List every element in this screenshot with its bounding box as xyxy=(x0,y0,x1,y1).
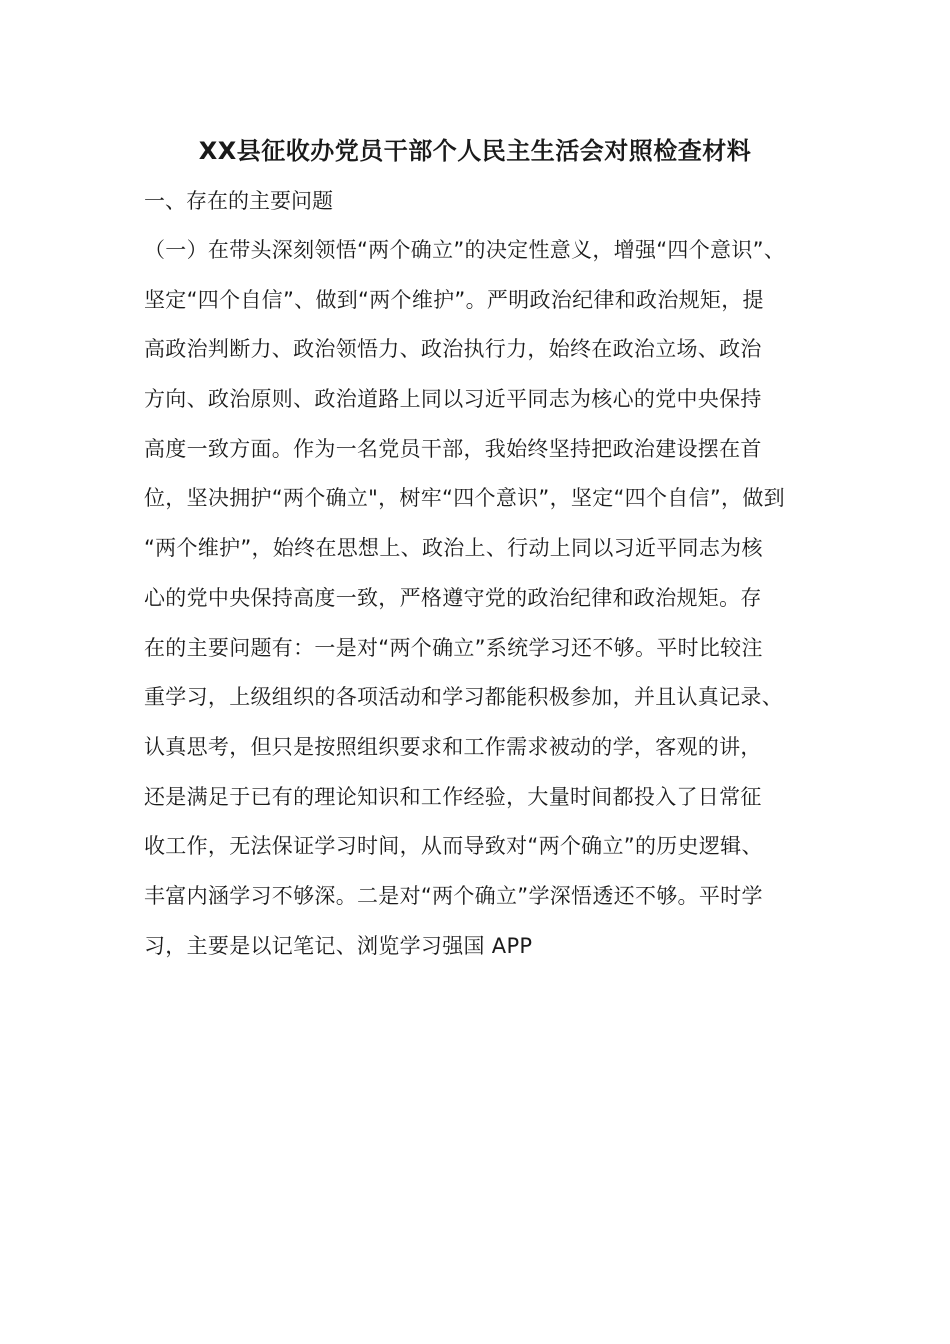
paragraph-line: 重学习，上级组织的各项活动和学习都能积极参加，并且认真记录、 xyxy=(144,685,783,710)
paragraph-line: 方向、政治原则、政治道路上同以习近平同志为核心的党中央保持 xyxy=(144,387,762,412)
paragraph-line: 在的主要问题有：一是对“两个确立”系统学习还不够。平时比较注 xyxy=(144,635,763,660)
paragraph-line: 丰富内涵学习不够深。二是对“两个确立”学深悟透还不够。平时学 xyxy=(144,883,763,908)
paragraph-line: 高政治判断力、政治领悟力、政治执行力，始终在政治立场、政治 xyxy=(144,337,762,362)
paragraph-line: “两个维护”，始终在思想上、政治上、行动上同以习近平同志为核 xyxy=(144,536,763,561)
body-paragraph xyxy=(144,232,824,977)
paragraph-line: 还是满足于已有的理论知识和工作经验，大量时间都投入了日常征 xyxy=(144,784,762,809)
paragraph-line: 位，坚决拥护“两个确立"，树牢“四个意识”，坚定“四个自信”，做到 xyxy=(144,486,785,511)
paragraph-line: 习，主要是以记笔记、浏览学习强国 APP xyxy=(144,933,533,958)
paragraph-line: （一）在带头深刻领悟“两个确立”的决定性意义，增强“四个意识”、 xyxy=(144,238,786,262)
paragraph-line: 坚定“四个自信”、做到“两个维护”。严明政治纪律和政治规矩，提 xyxy=(144,287,764,312)
paragraph-line: 心的党中央保持高度一致，严格遵守党的政治纪律和政治规矩。存 xyxy=(144,585,762,610)
section-heading: 一、存在的主要问题 xyxy=(144,189,333,213)
document-title: XX县征收办党员干部个人民主生活会对照检查材料 xyxy=(198,137,752,165)
paragraph-line: 高度一致方面。作为一名党员干部，我始终坚持把政治建设摆在首 xyxy=(144,436,762,461)
paragraph-line: 认真思考，但只是按照组织要求和工作需求被动的学，客观的讲， xyxy=(144,734,762,759)
paragraph-line: 收工作，无法保证学习时间，从而导致对“两个确立”的历史逻辑、 xyxy=(144,834,763,859)
